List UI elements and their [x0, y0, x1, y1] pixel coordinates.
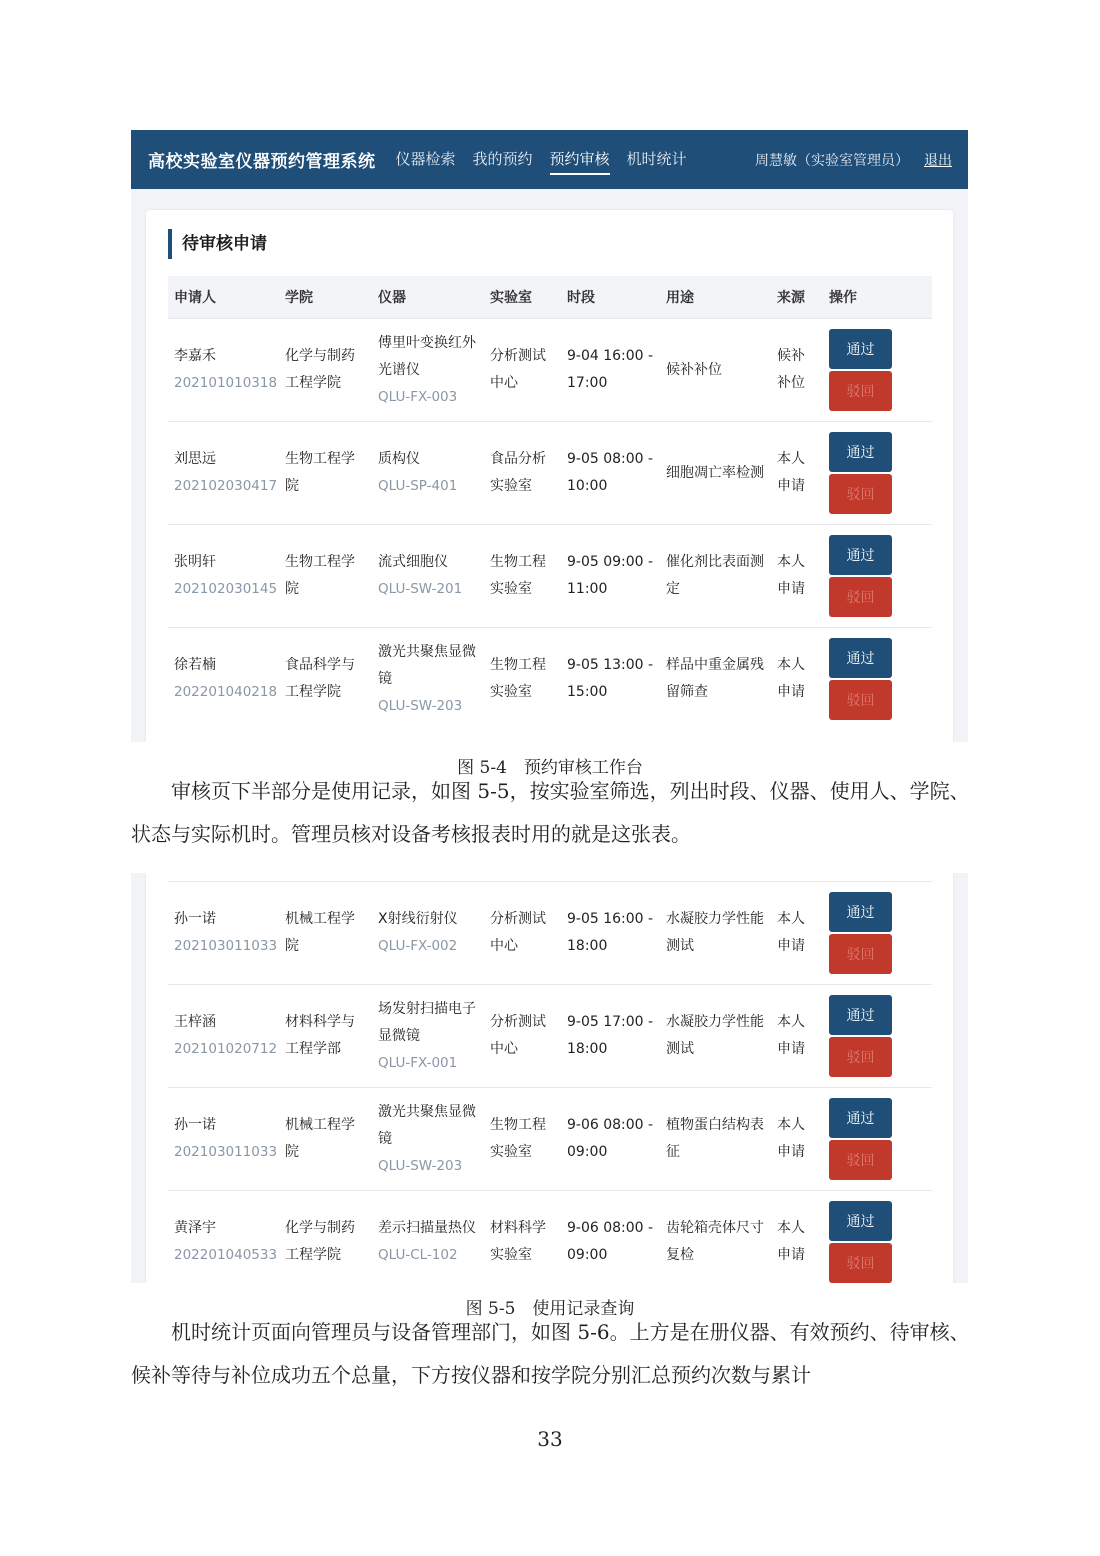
applicant-cell: [168, 882, 279, 985]
slot-cell: [561, 1088, 660, 1191]
applicant-name: 王梓涵: [174, 1014, 216, 1030]
applicant-id: 202201040218: [174, 684, 278, 700]
approve-button[interactable]: 通过: [829, 432, 892, 472]
purpose-cell: [660, 882, 771, 985]
instrument-code: QLU-FX-003: [378, 388, 458, 405]
purpose-cell: [660, 1191, 771, 1284]
purpose-cell: [660, 628, 771, 731]
source-text: 本人申请: [777, 911, 805, 954]
college-cell: [279, 985, 372, 1088]
figure-caption-5-5: 图 5-5 使用记录查询: [465, 1299, 635, 1319]
purpose-cell: [660, 1088, 771, 1191]
lab-name: 食品分析实验室: [490, 451, 546, 494]
review-workbench-screenshot: [131, 130, 968, 742]
col-college: 学院: [279, 276, 372, 319]
instrument-name: 场发射扫描电子显微镜: [378, 1000, 476, 1044]
college-cell: [279, 1088, 372, 1191]
instrument-cell: [372, 1191, 484, 1284]
applicant-id: 202103011033: [174, 938, 278, 954]
purpose-text: 候补补位: [666, 361, 722, 378]
nav-usage-stats[interactable]: 机时统计: [626, 150, 687, 168]
instrument-name: 傅里叶变换红外光谱仪: [378, 334, 476, 378]
actions-cell: [823, 422, 932, 525]
nav-reservation-review[interactable]: 预约审核: [550, 144, 610, 175]
instrument-code: QLU-SP-401: [378, 478, 458, 494]
source-cell: [771, 628, 823, 731]
applicant-cell: [168, 1088, 279, 1191]
lab-name: 材料科学实验室: [490, 1220, 546, 1263]
actions-cell: [823, 1191, 932, 1284]
source-text: 本人申请: [777, 451, 805, 494]
lab-name: 分析测试中心: [490, 1014, 546, 1057]
pending-table: [168, 276, 932, 730]
source-cell: [771, 985, 823, 1088]
purpose-text: 催化剂比表面测定: [666, 554, 764, 597]
reject-button[interactable]: 驳回: [829, 934, 892, 974]
slot-cell: [561, 422, 660, 525]
lab-cell: [484, 985, 561, 1088]
college-name: 食品科学与工程学院: [285, 657, 355, 700]
time-slot: 9-05 16:00 - 18:00: [567, 911, 654, 954]
source-cell: [771, 422, 823, 525]
applicant-name: 孙一诺: [174, 911, 216, 927]
instrument-cell: [372, 882, 484, 985]
source-cell: [771, 319, 823, 422]
source-cell: [771, 525, 823, 628]
applicant-id: 202201040533: [174, 1247, 278, 1263]
lab-cell: [484, 628, 561, 731]
source-text: 本人申请: [777, 657, 805, 700]
instrument-name: 激光共聚焦显微镜: [378, 1103, 476, 1147]
table-row: [168, 422, 932, 525]
college-name: 化学与制药工程学院: [285, 1220, 355, 1263]
purpose-text: 水凝胶力学性能测试: [666, 911, 764, 954]
approve-button[interactable]: 通过: [829, 535, 892, 575]
applicant-cell: [168, 422, 279, 525]
reject-button[interactable]: 驳回: [829, 1140, 892, 1180]
instrument-cell: [372, 628, 484, 731]
lab-name: 分析测试中心: [490, 348, 546, 391]
college-cell: [279, 882, 372, 985]
applicant-name: 徐若楠: [174, 657, 216, 673]
time-slot: 9-05 13:00 - 15:00: [567, 657, 654, 700]
applicant-name: 刘思远: [174, 451, 216, 467]
pending-card: [146, 210, 953, 742]
lab-name: 生物工程实验室: [490, 554, 546, 597]
actions-cell: [823, 1088, 932, 1191]
source-text: 候补补位: [777, 348, 805, 391]
instrument-cell: [372, 319, 484, 422]
instrument-code: QLU-SW-203: [378, 1157, 463, 1174]
purpose-cell: [660, 422, 771, 525]
top-navbar: [131, 130, 968, 189]
college-cell: [279, 628, 372, 731]
instrument-name: 质构仪: [378, 451, 420, 467]
approve-button[interactable]: 通过: [829, 1201, 892, 1241]
applicant-name: 黄泽宇: [174, 1220, 216, 1236]
reject-button[interactable]: 驳回: [829, 1243, 892, 1283]
applicant-cell: [168, 628, 279, 731]
time-slot: 9-05 09:00 - 11:00: [567, 554, 654, 597]
source-text: 本人申请: [777, 1014, 805, 1057]
table-row: [168, 882, 932, 985]
purpose-cell: [660, 985, 771, 1088]
current-user: 周慧敏（实验室管理员）: [755, 152, 909, 169]
usage-records-screenshot: [131, 873, 968, 1283]
college-name: 机械工程学院: [285, 1117, 355, 1160]
instrument-cell: [372, 1088, 484, 1191]
actions-cell: [823, 985, 932, 1088]
records-card: [146, 873, 953, 1283]
time-slot: 9-05 17:00 - 18:00: [567, 1014, 654, 1057]
applicant-id: 202101020712: [174, 1041, 278, 1057]
purpose-text: 齿轮箱壳体尺寸复检: [666, 1220, 764, 1263]
nav-my-reservations[interactable]: 我的预约: [472, 150, 533, 168]
source-cell: [771, 882, 823, 985]
logout-link[interactable]: 退出: [924, 152, 952, 169]
college-name: 生物工程学院: [285, 554, 355, 597]
applicant-name: 孙一诺: [174, 1117, 216, 1133]
reject-button[interactable]: 驳回: [829, 371, 892, 411]
instrument-code: QLU-CL-102: [378, 1247, 458, 1263]
reject-button[interactable]: 驳回: [829, 680, 892, 720]
source-cell: [771, 1088, 823, 1191]
slot-cell: [561, 882, 660, 985]
approve-button[interactable]: 通过: [829, 329, 892, 369]
slot-cell: [561, 1191, 660, 1284]
section-title: 待审核申请: [168, 229, 267, 259]
lab-name: 生物工程实验室: [490, 657, 546, 700]
time-slot: 9-06 08:00 - 09:00: [567, 1220, 654, 1263]
instrument-name: 差示扫描量热仪: [378, 1220, 476, 1236]
instrument-code: QLU-SW-203: [378, 697, 463, 714]
applicant-cell: [168, 525, 279, 628]
time-slot: 9-06 08:00 - 09:00: [567, 1117, 654, 1160]
purpose-cell: [660, 525, 771, 628]
purpose-cell: [660, 319, 771, 422]
table-row: [168, 1191, 932, 1284]
lab-name: 生物工程实验室: [490, 1117, 546, 1160]
instrument-code: QLU-FX-001: [378, 1054, 458, 1071]
col-actions: 操作: [823, 276, 932, 319]
records-table: [168, 881, 932, 1283]
time-slot: 9-04 16:00 - 17:00: [567, 348, 654, 391]
col-lab: 实验室: [484, 276, 561, 319]
college-cell: [279, 1191, 372, 1284]
purpose-text: 样品中重金属残留筛查: [666, 657, 764, 700]
reject-button[interactable]: 驳回: [829, 1037, 892, 1077]
lab-name: 分析测试中心: [490, 911, 546, 954]
instrument-name: 流式细胞仪: [378, 554, 448, 570]
applicant-cell: [168, 985, 279, 1088]
reject-button[interactable]: 驳回: [829, 474, 892, 514]
college-name: 生物工程学院: [285, 451, 355, 494]
col-applicant: 申请人: [168, 276, 279, 319]
applicant-id: 202103011033: [174, 1144, 278, 1160]
approve-button[interactable]: 通过: [829, 892, 892, 932]
instrument-cell: [372, 525, 484, 628]
col-source: 来源: [771, 276, 823, 319]
time-slot: 9-05 08:00 - 10:00: [567, 451, 654, 494]
applicant-name: 李嘉禾: [174, 348, 216, 364]
applicant-id: 202101010318: [174, 375, 278, 391]
actions-cell: [823, 525, 932, 628]
college-cell: [279, 319, 372, 422]
source-cell: [771, 1191, 823, 1284]
lab-cell: [484, 1191, 561, 1284]
college-name: 化学与制药工程学院: [285, 348, 355, 391]
source-text: 本人申请: [777, 1117, 805, 1160]
applicant-id: 202102030417: [174, 478, 278, 494]
table-row: [168, 1088, 932, 1191]
slot-cell: [561, 628, 660, 731]
purpose-text: 植物蛋白结构表征: [666, 1117, 764, 1160]
lab-cell: [484, 1088, 561, 1191]
instrument-name: X射线衍射仪: [378, 911, 458, 927]
actions-cell: [823, 882, 932, 985]
slot-cell: [561, 525, 660, 628]
body-paragraph-1: 审核页下半部分是使用记录，如图 5-5，按实验室筛选，列出时段、仪器、使用人、学院、状态与实际机时。管理员核对设备考核报表时用的就是这张表。: [131, 779, 970, 846]
page-number: 33: [537, 1427, 563, 1451]
table-header: [168, 276, 932, 319]
lab-cell: [484, 525, 561, 628]
col-purpose: 用途: [660, 276, 771, 319]
actions-cell: [823, 628, 932, 731]
instrument-code: QLU-FX-002: [378, 938, 458, 954]
source-text: 本人申请: [777, 554, 805, 597]
college-name: 材料科学与工程学部: [285, 1014, 355, 1057]
table-row: [168, 319, 932, 422]
purpose-text: 水凝胶力学性能测试: [666, 1014, 764, 1057]
body-paragraph-2: 机时统计页面向管理员与设备管理部门，如图 5-6。上方是在册仪器、有效预约、待审核、候补等待与补位成功五个总量，下方按仪器和按学院分别汇总预约次数与累计: [131, 1320, 970, 1387]
lab-cell: [484, 422, 561, 525]
actions-cell: [823, 319, 932, 422]
col-instrument: 仪器: [372, 276, 484, 319]
applicant-name: 张明轩: [174, 554, 216, 570]
source-text: 本人申请: [777, 1220, 805, 1263]
slot-cell: [561, 985, 660, 1088]
lab-cell: [484, 319, 561, 422]
lab-cell: [484, 882, 561, 985]
table-row: [168, 985, 932, 1088]
table-row: [168, 525, 932, 628]
instrument-cell: [372, 422, 484, 525]
nav-links: [396, 144, 704, 175]
purpose-text: 细胞凋亡率检测: [666, 464, 764, 481]
instrument-cell: [372, 985, 484, 1088]
col-slot: 时段: [561, 276, 660, 319]
approve-button[interactable]: 通过: [829, 638, 892, 678]
college-cell: [279, 525, 372, 628]
nav-instrument-search[interactable]: 仪器检索: [395, 150, 456, 168]
approve-button[interactable]: 通过: [829, 1098, 892, 1138]
college-name: 机械工程学院: [285, 911, 355, 954]
figure-caption-5-4: 图 5-4 预约审核工作台: [457, 758, 643, 778]
college-cell: [279, 422, 372, 525]
instrument-code: QLU-SW-201: [378, 581, 463, 597]
instrument-name: 激光共聚焦显微镜: [378, 643, 476, 687]
table-row: [168, 628, 932, 731]
applicant-cell: [168, 1191, 279, 1284]
approve-button[interactable]: 通过: [829, 995, 892, 1035]
reject-button[interactable]: 驳回: [829, 577, 892, 617]
slot-cell: [561, 319, 660, 422]
app-brand: 高校实验室仪器预约管理系统: [148, 152, 376, 172]
applicant-id: 202102030145: [174, 581, 278, 597]
applicant-cell: [168, 319, 279, 422]
